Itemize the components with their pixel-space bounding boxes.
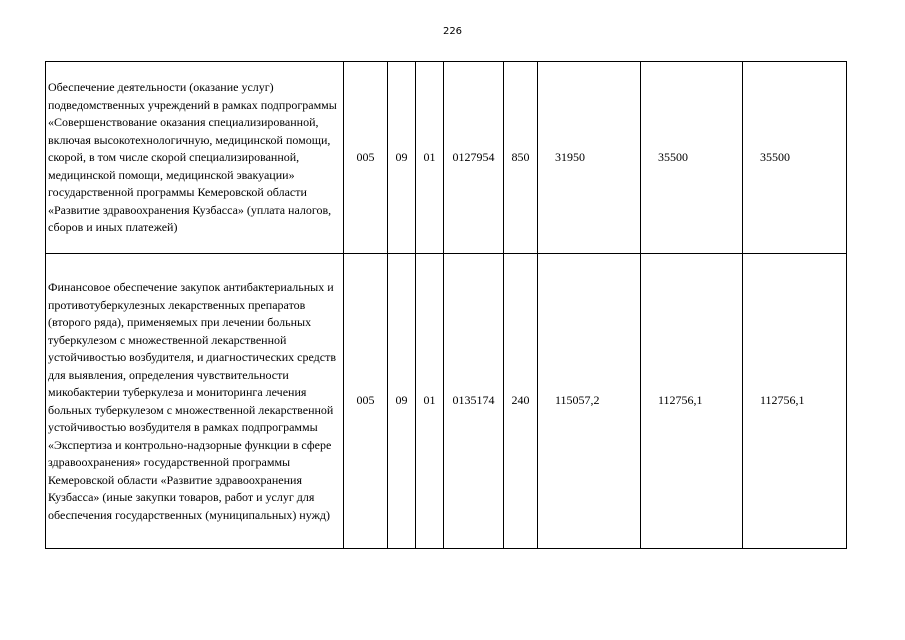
expense-type-code: 240 (504, 254, 538, 549)
section-code: 09 (388, 62, 416, 254)
budget-table (45, 61, 847, 549)
amount-year-1: 31950 (538, 62, 641, 254)
amount-year-2: 35500 (641, 62, 743, 254)
target-article-code: 0135174 (444, 254, 504, 549)
row-description: Обеспечение деятельности (оказание услуг) подведомственных учреждений в рамках подпрограммы «Совершенствование оказания специализированной, включая высокотехнологичную, медицинской помощи, скорой, в том числе скорой специализированной, медицинской помощи, медицинской эвакуации» государственной программы Кемеровской области «Развитие здравоохранения Кузбасса» (уплата налогов, сборов и иных платежей) (46, 62, 344, 254)
amount-year-1: 115057,2 (538, 254, 641, 549)
amount-year-3: 112756,1 (743, 254, 847, 549)
table-row (46, 254, 847, 549)
subsection-code: 01 (416, 254, 444, 549)
row-description: Финансовое обеспечение закупок антибактериальных и противотуберкулезных лекарственных препаратов (второго ряда), применяемых при лечении больных туберкулезом с множественной лекарственной устойчивостью возбудителя, и диагностических средств для выявления, определения чувствительности микобактерии туберкулеза и мониторинга лечения больных туберкулезом с множественной лекарственной устойчивостью возбудителя в рамках подпрограммы «Экспертиза и контрольно-надзорные функции в сфере здравоохранения» государственной программы Кемеровской области «Развитие здравоохранения Кузбасса» (иные закупки товаров, работ и услуг для обеспечения государственных (муниципальных) нужд) (46, 254, 344, 549)
subsection-code: 01 (416, 62, 444, 254)
ministry-code: 005 (344, 62, 388, 254)
amount-year-2: 112756,1 (641, 254, 743, 549)
page-number: 226 (442, 26, 463, 37)
target-article-code: 0127954 (444, 62, 504, 254)
section-code: 09 (388, 254, 416, 549)
expense-type-code: 850 (504, 62, 538, 254)
amount-year-3: 35500 (743, 62, 847, 254)
table-row (46, 62, 847, 254)
ministry-code: 005 (344, 254, 388, 549)
